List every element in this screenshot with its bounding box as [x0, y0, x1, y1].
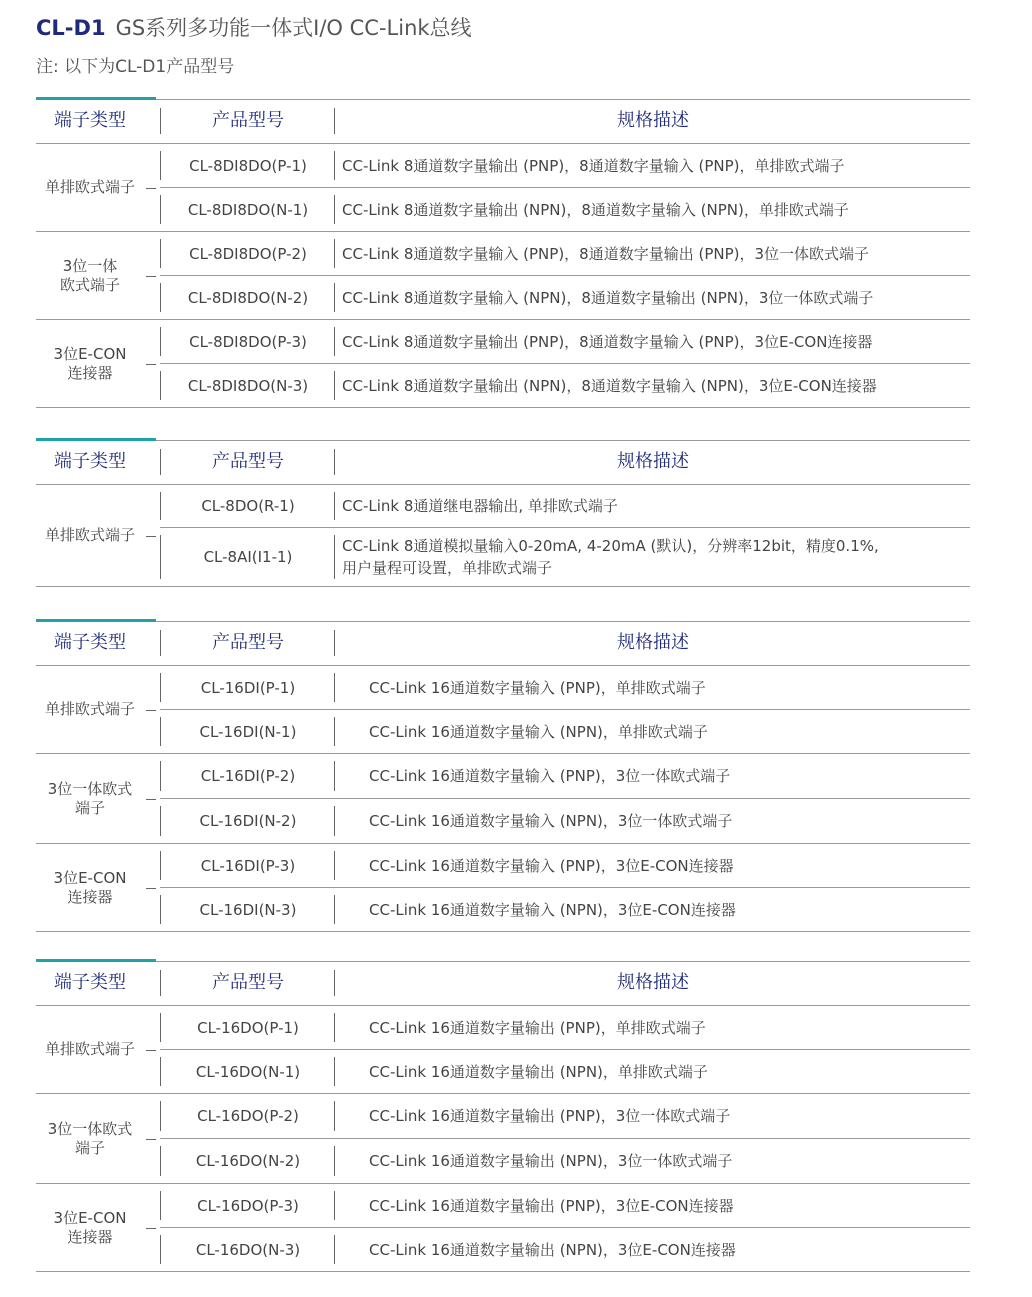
description-cell [342, 485, 970, 527]
table-row [160, 754, 970, 798]
description-text: CC-Link 8通道继电器输出, 单排欧式端子 [342, 497, 618, 515]
column-divider [334, 806, 335, 836]
table-row [160, 709, 970, 753]
column-divider [334, 1235, 335, 1264]
product-table [36, 440, 970, 587]
column-header-model: 产品型号 [212, 632, 284, 653]
connector-tick [146, 710, 156, 711]
terminal-group [36, 320, 970, 408]
connector-tick [146, 364, 156, 365]
description-cell [369, 799, 970, 843]
terminal-type-cell [36, 844, 144, 931]
description-text: CC-Link 16通道数字量输出 (NPN)，单排欧式端子 [369, 1062, 708, 1081]
terminal-type-cell [36, 1094, 144, 1183]
description-cell [369, 844, 970, 887]
column-header-type: 端子类型 [54, 451, 126, 472]
terminal-type-label: 单排欧式端子 [44, 700, 135, 718]
column-divider [334, 108, 335, 134]
column-divider [334, 1191, 335, 1220]
description-text: CC-Link 8通道数字量输出 (PNP)，8通道数字量输入 (PNP)，3位E-CON连接器 [342, 332, 873, 351]
connector-tick [146, 1139, 156, 1140]
column-divider [334, 630, 335, 656]
model-cell: CL-8DI8DO(P-2) [189, 244, 307, 263]
description-text: CC-Link 16通道数字量输出 (PNP)，单排欧式端子 [369, 1018, 706, 1037]
terminal-type-cell [36, 1184, 144, 1271]
connector-tick [146, 1050, 156, 1051]
table-row [160, 1227, 970, 1271]
terminal-group [36, 1094, 970, 1184]
terminal-group [36, 232, 970, 320]
terminal-group [36, 666, 970, 754]
table-row [160, 485, 970, 527]
model-cell: CL-16DO(N-2) [195, 1152, 301, 1170]
product-table [36, 621, 970, 932]
terminal-group [36, 844, 970, 932]
column-divider [334, 283, 335, 312]
terminal-type-label: 单排欧式端子 [44, 178, 135, 196]
connector-tick [146, 536, 156, 537]
column-header-desc: 规格描述 [617, 632, 689, 653]
table-row [160, 320, 970, 363]
column-header-desc: 规格描述 [617, 451, 689, 472]
table-row [160, 1006, 970, 1049]
description-cell [342, 320, 970, 363]
table-header [36, 621, 970, 666]
description-text: CC-Link 16通道数字量输入 (PNP)，单排欧式端子 [369, 678, 706, 697]
terminal-type-cell [36, 754, 144, 843]
table-row [160, 527, 970, 586]
model-cell: CL-16DI(P-2) [200, 767, 296, 785]
terminal-type-label: 3位E-CON 连接器 [53, 344, 127, 382]
description-cell [342, 188, 970, 231]
description-text: CC-Link 16通道数字量输出 (NPN)，3位一体欧式端子 [369, 1152, 733, 1170]
terminal-type-cell [36, 485, 144, 586]
terminal-group [36, 1006, 970, 1094]
terminal-type-label: 3位一体欧式 端子 [47, 1119, 133, 1157]
table-row [160, 144, 970, 187]
column-header-model: 产品型号 [212, 972, 284, 993]
description-cell [369, 1139, 970, 1183]
description-text: CC-Link 16通道数字量输入 (NPN)，单排欧式端子 [369, 722, 708, 741]
description-text: CC-Link 8通道数字量输出 (PNP)，8通道数字量输入 (PNP)，单排欧式端子 [342, 156, 845, 175]
product-series-title: GS系列多功能一体式I/O CC-Link总线 [115, 16, 472, 40]
model-cell: CL-8AI(I1-1) [203, 548, 293, 566]
table-row [160, 1184, 970, 1227]
terminal-type-label: 单排欧式端子 [44, 526, 135, 544]
terminal-type-label: 3位一体 欧式端子 [59, 256, 120, 294]
model-cell: CL-16DO(P-1) [197, 1018, 299, 1037]
description-text: CC-Link 16通道数字量输入 (NPN)，3位E-CON连接器 [369, 900, 736, 919]
model-cell: CL-16DI(N-3) [199, 900, 297, 919]
description-cell [369, 1094, 970, 1138]
description-text: CC-Link 16通道数字量输出 (PNP)，3位E-CON连接器 [369, 1196, 734, 1215]
table-header [36, 99, 970, 144]
description-text: CC-Link 8通道数字量输入 (PNP)，8通道数字量输出 (PNP)，3位一体欧式端子 [342, 244, 870, 263]
description-text: CC-Link 8通道数字量输出 (NPN)，8通道数字量输入 (NPN)，3位E-CON连接器 [342, 376, 877, 395]
description-text: CC-Link 8通道数字量输入 (NPN)，8通道数字量输出 (NPN)，3位一体欧式端子 [342, 288, 874, 307]
terminal-type-label: 3位E-CON 连接器 [53, 1208, 127, 1246]
model-cell: CL-16DI(N-1) [199, 722, 297, 741]
terminal-type-cell [36, 320, 144, 407]
model-cell: CL-8DO(R-1) [201, 497, 295, 515]
model-cell: CL-16DI(P-1) [200, 678, 296, 697]
description-text: CC-Link 16通道数字量输入 (PNP)，3位E-CON连接器 [369, 856, 734, 875]
column-header-type: 端子类型 [54, 972, 126, 993]
column-divider [334, 970, 335, 996]
table-row [160, 232, 970, 275]
column-divider [334, 1101, 335, 1131]
column-header-type: 端子类型 [54, 110, 126, 131]
terminal-type-cell [36, 666, 144, 753]
column-header-model: 产品型号 [212, 451, 284, 472]
terminal-group [36, 485, 970, 587]
terminal-type-cell [36, 232, 144, 319]
connector-tick [146, 276, 156, 277]
description-text: CC-Link 8通道数字量输出 (NPN)，8通道数字量输入 (NPN)，单排欧式端子 [342, 200, 849, 219]
table-row [160, 187, 970, 231]
column-header-type: 端子类型 [54, 632, 126, 653]
description-cell [369, 1184, 970, 1227]
table-row [160, 666, 970, 709]
table-header [36, 961, 970, 1006]
column-divider [334, 851, 335, 880]
product-code: CL-D1 [36, 16, 106, 40]
description-cell [369, 1228, 970, 1271]
column-header-model: 产品型号 [212, 110, 284, 131]
product-table [36, 99, 970, 408]
table-row [160, 363, 970, 407]
table-row [160, 798, 970, 843]
column-divider [334, 327, 335, 356]
column-divider [334, 717, 335, 746]
model-cell: CL-16DO(N-3) [195, 1240, 301, 1259]
model-cell: CL-16DI(P-3) [200, 856, 296, 875]
product-table [36, 961, 970, 1272]
column-divider [334, 195, 335, 224]
column-header-desc: 规格描述 [617, 972, 689, 993]
column-divider [334, 535, 335, 579]
page-note: 注: 以下为CL-D1产品型号 [36, 57, 235, 77]
column-divider [334, 1146, 335, 1176]
description-text: CC-Link 8通道模拟量输入0-20mA, 4-20mA (默认)，分辨率12bit，精度0.1%, 用户量程可设置，单排欧式端子 [342, 537, 879, 577]
terminal-type-cell [36, 1006, 144, 1093]
model-cell: CL-16DO(P-2) [197, 1107, 299, 1125]
description-cell [369, 710, 970, 753]
terminal-group [36, 1184, 970, 1272]
description-cell [369, 1006, 970, 1049]
model-cell: CL-16DO(N-1) [195, 1062, 301, 1081]
model-cell: CL-8DI8DO(N-3) [187, 376, 309, 395]
description-cell [369, 1050, 970, 1093]
terminal-type-cell [36, 144, 144, 231]
description-text: CC-Link 16通道数字量输入 (PNP)，3位一体欧式端子 [369, 767, 731, 785]
table-row [160, 1049, 970, 1093]
column-divider [334, 1013, 335, 1042]
model-cell: CL-8DI8DO(P-3) [189, 332, 307, 351]
connector-tick [146, 799, 156, 800]
terminal-group [36, 754, 970, 844]
model-cell: CL-16DI(N-2) [199, 812, 297, 830]
connector-tick [146, 888, 156, 889]
description-cell [369, 888, 970, 931]
description-cell [342, 232, 970, 275]
table-row [160, 1138, 970, 1183]
column-divider [334, 895, 335, 924]
column-divider [334, 673, 335, 702]
description-cell [369, 754, 970, 798]
description-text: CC-Link 16通道数字量输出 (NPN)，3位E-CON连接器 [369, 1240, 736, 1259]
description-text: CC-Link 16通道数字量输入 (NPN)，3位一体欧式端子 [369, 812, 733, 830]
table-row [160, 1094, 970, 1138]
page-title [36, 12, 472, 42]
connector-tick [146, 1228, 156, 1229]
terminal-type-label: 3位一体欧式 端子 [47, 779, 133, 817]
model-cell: CL-8DI8DO(N-2) [187, 288, 309, 307]
description-cell [369, 666, 970, 709]
table-row [160, 275, 970, 319]
column-divider [334, 449, 335, 475]
column-divider [334, 761, 335, 791]
description-text: CC-Link 16通道数字量输出 (PNP)，3位一体欧式端子 [369, 1107, 731, 1125]
description-cell [342, 276, 970, 319]
model-cell: CL-8DI8DO(P-1) [189, 156, 307, 175]
terminal-group [36, 144, 970, 232]
terminal-type-label: 3位E-CON 连接器 [53, 868, 127, 906]
table-row [160, 887, 970, 931]
table-header [36, 440, 970, 485]
description-cell [342, 144, 970, 187]
description-cell [342, 528, 970, 586]
model-cell: CL-16DO(P-3) [197, 1196, 299, 1215]
column-divider [334, 1057, 335, 1086]
column-divider [334, 151, 335, 180]
connector-tick [146, 188, 156, 189]
column-header-desc: 规格描述 [617, 110, 689, 131]
column-divider [334, 239, 335, 268]
column-divider [334, 371, 335, 400]
description-cell [342, 364, 970, 407]
column-divider [334, 492, 335, 520]
model-cell: CL-8DI8DO(N-1) [187, 200, 309, 219]
terminal-type-label: 单排欧式端子 [44, 1040, 135, 1058]
table-row [160, 844, 970, 887]
